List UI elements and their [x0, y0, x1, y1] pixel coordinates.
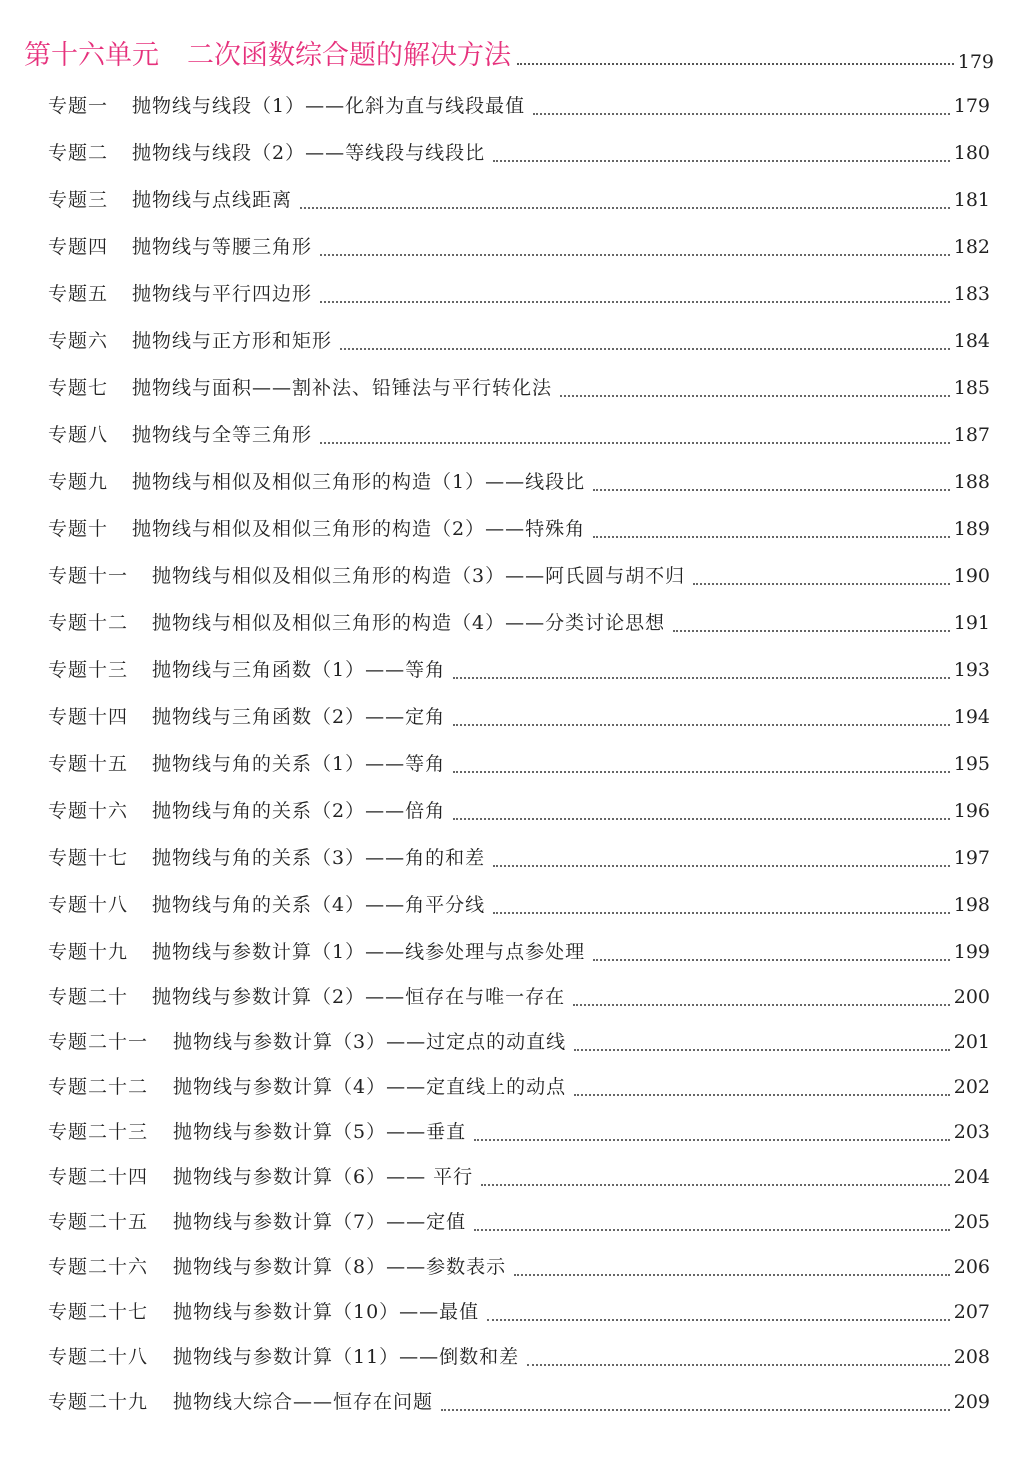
- toc-item-label: 专题十七: [48, 847, 129, 869]
- toc-item[interactable]: [48, 744, 990, 784]
- unit-number: 第十六单元: [24, 40, 159, 71]
- toc-item-title: 抛物线与相似及相似三角形的构造（3）——阿氏圆与胡不归: [152, 565, 686, 587]
- dot-leader: [320, 442, 950, 444]
- toc-item-label: 专题二十六: [48, 1256, 149, 1278]
- toc-item-page-number: 208: [953, 1346, 990, 1368]
- toc-item-title: 抛物线与线段（2）——等线段与线段比: [132, 142, 486, 164]
- toc-item-page-number: 206: [953, 1256, 990, 1278]
- toc-item-label: 专题二十: [48, 986, 129, 1008]
- dot-leader: [493, 160, 950, 162]
- toc-item[interactable]: [48, 1157, 990, 1197]
- toc-item-label: 专题十: [48, 518, 109, 540]
- toc-item-label: 专题十六: [48, 800, 129, 822]
- dot-leader: [481, 1184, 950, 1186]
- toc-item-page-number: 183: [953, 283, 990, 305]
- toc-item-title: 抛物线与等腰三角形: [132, 236, 313, 258]
- toc-item[interactable]: [48, 133, 990, 173]
- toc-item-title: 抛物线与参数计算（7）——定值: [173, 1211, 467, 1233]
- dot-leader: [453, 724, 950, 726]
- dot-leader: [574, 1049, 950, 1051]
- toc-item[interactable]: [48, 415, 990, 455]
- toc-item-label: 专题二十八: [48, 1346, 149, 1368]
- toc-item-label: 专题二十七: [48, 1301, 149, 1323]
- toc-item-label: 专题二十一: [48, 1031, 149, 1053]
- toc-item-label: 专题二十四: [48, 1166, 149, 1188]
- toc-item-page-number: 190: [953, 565, 990, 587]
- dot-leader: [527, 1364, 950, 1366]
- toc-item-title: 抛物线与参数计算（4）——定直线上的动点: [173, 1076, 567, 1098]
- toc-item-label: 专题十九: [48, 941, 129, 963]
- toc-item[interactable]: [48, 603, 990, 643]
- toc-item-label: 专题十二: [48, 612, 129, 634]
- toc-item-page-number: 193: [953, 659, 990, 681]
- toc-item-label: 专题二十二: [48, 1076, 149, 1098]
- toc-item[interactable]: [48, 697, 990, 737]
- dot-leader: [514, 1274, 950, 1276]
- dot-leader: [474, 1139, 950, 1141]
- toc-item-title: 抛物线与参数计算（10）——最值: [173, 1301, 480, 1323]
- toc-item-page-number: 191: [953, 612, 990, 634]
- toc-item-label: 专题二十三: [48, 1121, 149, 1143]
- toc-item-title: 抛物线与相似及相似三角形的构造（1）——线段比: [132, 471, 586, 493]
- dot-leader: [593, 489, 950, 491]
- toc-item[interactable]: [48, 1292, 990, 1332]
- dot-leader: [453, 677, 950, 679]
- toc-item-page-number: 185: [953, 377, 990, 399]
- toc-item-page-number: 203: [953, 1121, 990, 1143]
- toc-item-label: 专题八: [48, 424, 109, 446]
- toc-item[interactable]: [48, 1022, 990, 1062]
- toc-item-title: 抛物线与角的关系（2）——倍角: [152, 800, 446, 822]
- toc-item-title: 抛物线与参数计算（11）——倒数和差: [173, 1346, 520, 1368]
- toc-item-page-number: 197: [953, 847, 990, 869]
- dot-leader: [320, 301, 950, 303]
- toc-item[interactable]: [48, 1382, 990, 1422]
- toc-item[interactable]: [48, 462, 990, 502]
- toc-item[interactable]: [48, 1247, 990, 1287]
- toc-item-label: 专题四: [48, 236, 109, 258]
- toc-item-title: 抛物线与参数计算（6）—— 平行: [173, 1166, 474, 1188]
- toc-item-page-number: 204: [953, 1166, 990, 1188]
- dot-leader: [574, 1094, 950, 1096]
- toc-item[interactable]: [48, 86, 990, 126]
- toc-item-page-number: 181: [953, 189, 990, 211]
- toc-item-page-number: 195: [953, 753, 990, 775]
- toc-item-label: 专题十一: [48, 565, 129, 587]
- dot-leader: [493, 912, 950, 914]
- toc-item-title: 抛物线与正方形和矩形: [132, 330, 333, 352]
- toc-item-label: 专题七: [48, 377, 109, 399]
- toc-item-label: 专题三: [48, 189, 109, 211]
- toc-item[interactable]: [48, 1202, 990, 1242]
- toc-item[interactable]: [48, 180, 990, 220]
- toc-item-label: 专题十三: [48, 659, 129, 681]
- dot-leader: [453, 818, 950, 820]
- toc-item-page-number: 196: [953, 800, 990, 822]
- toc-item-title: 抛物线与参数计算（5）——垂直: [173, 1121, 467, 1143]
- toc-item[interactable]: [48, 1112, 990, 1152]
- toc-item-page-number: 207: [953, 1301, 990, 1323]
- dot-leader: [693, 583, 950, 585]
- toc-item-page-number: 209: [953, 1391, 990, 1413]
- toc-item[interactable]: [48, 838, 990, 878]
- dot-leader: [453, 771, 950, 773]
- toc-item[interactable]: [48, 1067, 990, 1107]
- dot-leader: [493, 865, 950, 867]
- toc-item-page-number: 179: [953, 95, 990, 117]
- toc-item-title: 抛物线与角的关系（4）——角平分线: [152, 894, 486, 916]
- toc-item-page-number: 180: [953, 142, 990, 164]
- toc-item-page-number: 194: [953, 706, 990, 728]
- dot-leader: [474, 1229, 950, 1231]
- toc-item-label: 专题九: [48, 471, 109, 493]
- toc-item-label: 专题一: [48, 95, 109, 117]
- dot-leader: [560, 395, 950, 397]
- toc-item-title: 抛物线大综合——恒存在问题: [173, 1391, 434, 1413]
- toc-item-title: 抛物线与三角函数（1）——等角: [152, 659, 446, 681]
- unit-heading[interactable]: [24, 28, 994, 78]
- toc-item[interactable]: [48, 556, 990, 596]
- toc-item[interactable]: [48, 321, 990, 361]
- toc-item-page-number: 189: [953, 518, 990, 540]
- toc-item-page-number: 201: [953, 1031, 990, 1053]
- toc-item[interactable]: [48, 1337, 990, 1377]
- toc-item-title: 抛物线与线段（1）——化斜为直与线段最值: [132, 95, 526, 117]
- toc-item-label: 专题二十九: [48, 1391, 149, 1413]
- dot-leader: [340, 348, 950, 350]
- toc-item-page-number: 199: [953, 941, 990, 963]
- toc-item-label: 专题十八: [48, 894, 129, 916]
- dot-leader: [673, 630, 950, 632]
- toc-item-title: 抛物线与相似及相似三角形的构造（4）——分类讨论思想: [152, 612, 666, 634]
- toc-item-page-number: 198: [953, 894, 990, 916]
- toc-item[interactable]: [48, 977, 990, 1017]
- toc-item-title: 抛物线与角的关系（1）——等角: [152, 753, 446, 775]
- unit-title: [24, 34, 511, 78]
- toc-item[interactable]: [48, 227, 990, 267]
- dot-leader: [593, 959, 950, 961]
- toc-item-page-number: 205: [953, 1211, 990, 1233]
- unit-name: 二次函数综合题的解决方法: [187, 40, 511, 71]
- toc-item-page-number: 187: [953, 424, 990, 446]
- dot-leader: [573, 1004, 950, 1006]
- toc-item-title: 抛物线与参数计算（3）——过定点的动直线: [173, 1031, 567, 1053]
- toc-item-title: 抛物线与参数计算（1）——线参处理与点参处理: [152, 941, 586, 963]
- unit-page-number: 179: [957, 51, 994, 73]
- toc-item-title: 抛物线与参数计算（8）——参数表示: [173, 1256, 507, 1278]
- toc-item-title: 抛物线与全等三角形: [132, 424, 313, 446]
- toc-item-title: 抛物线与面积——割补法、铅锤法与平行转化法: [132, 377, 553, 399]
- toc-item-page-number: 182: [953, 236, 990, 258]
- toc-item-title: 抛物线与三角函数（2）——定角: [152, 706, 446, 728]
- toc-item-title: 抛物线与平行四边形: [132, 283, 313, 305]
- dot-leader: [300, 207, 950, 209]
- toc-item-title: 抛物线与点线距离: [132, 189, 293, 211]
- toc-item-page-number: 188: [953, 471, 990, 493]
- toc-item-label: 专题六: [48, 330, 109, 352]
- toc-item[interactable]: [48, 368, 990, 408]
- toc-item[interactable]: [48, 791, 990, 831]
- dot-leader: [517, 63, 954, 65]
- toc-item-label: 专题十五: [48, 753, 129, 775]
- toc-item-label: 专题五: [48, 283, 109, 305]
- toc-item[interactable]: [48, 932, 990, 972]
- toc-item-title: 抛物线与角的关系（3）——角的和差: [152, 847, 486, 869]
- toc-item[interactable]: [48, 650, 990, 690]
- dot-leader: [593, 536, 950, 538]
- toc-item-page-number: 184: [953, 330, 990, 352]
- dot-leader: [441, 1409, 950, 1411]
- toc-item-title: 抛物线与参数计算（2）——恒存在与唯一存在: [152, 986, 566, 1008]
- toc-item-label: 专题二: [48, 142, 109, 164]
- dot-leader: [533, 113, 950, 115]
- toc-item-title: 抛物线与相似及相似三角形的构造（2）——特殊角: [132, 518, 586, 540]
- toc-item[interactable]: [48, 274, 990, 314]
- toc-item[interactable]: [48, 885, 990, 925]
- toc-item-page-number: 202: [953, 1076, 990, 1098]
- dot-leader: [487, 1319, 950, 1321]
- toc-item-label: 专题二十五: [48, 1211, 149, 1233]
- toc-item-label: 专题十四: [48, 706, 129, 728]
- toc-item-page-number: 200: [953, 986, 990, 1008]
- toc-item[interactable]: [48, 509, 990, 549]
- dot-leader: [320, 254, 950, 256]
